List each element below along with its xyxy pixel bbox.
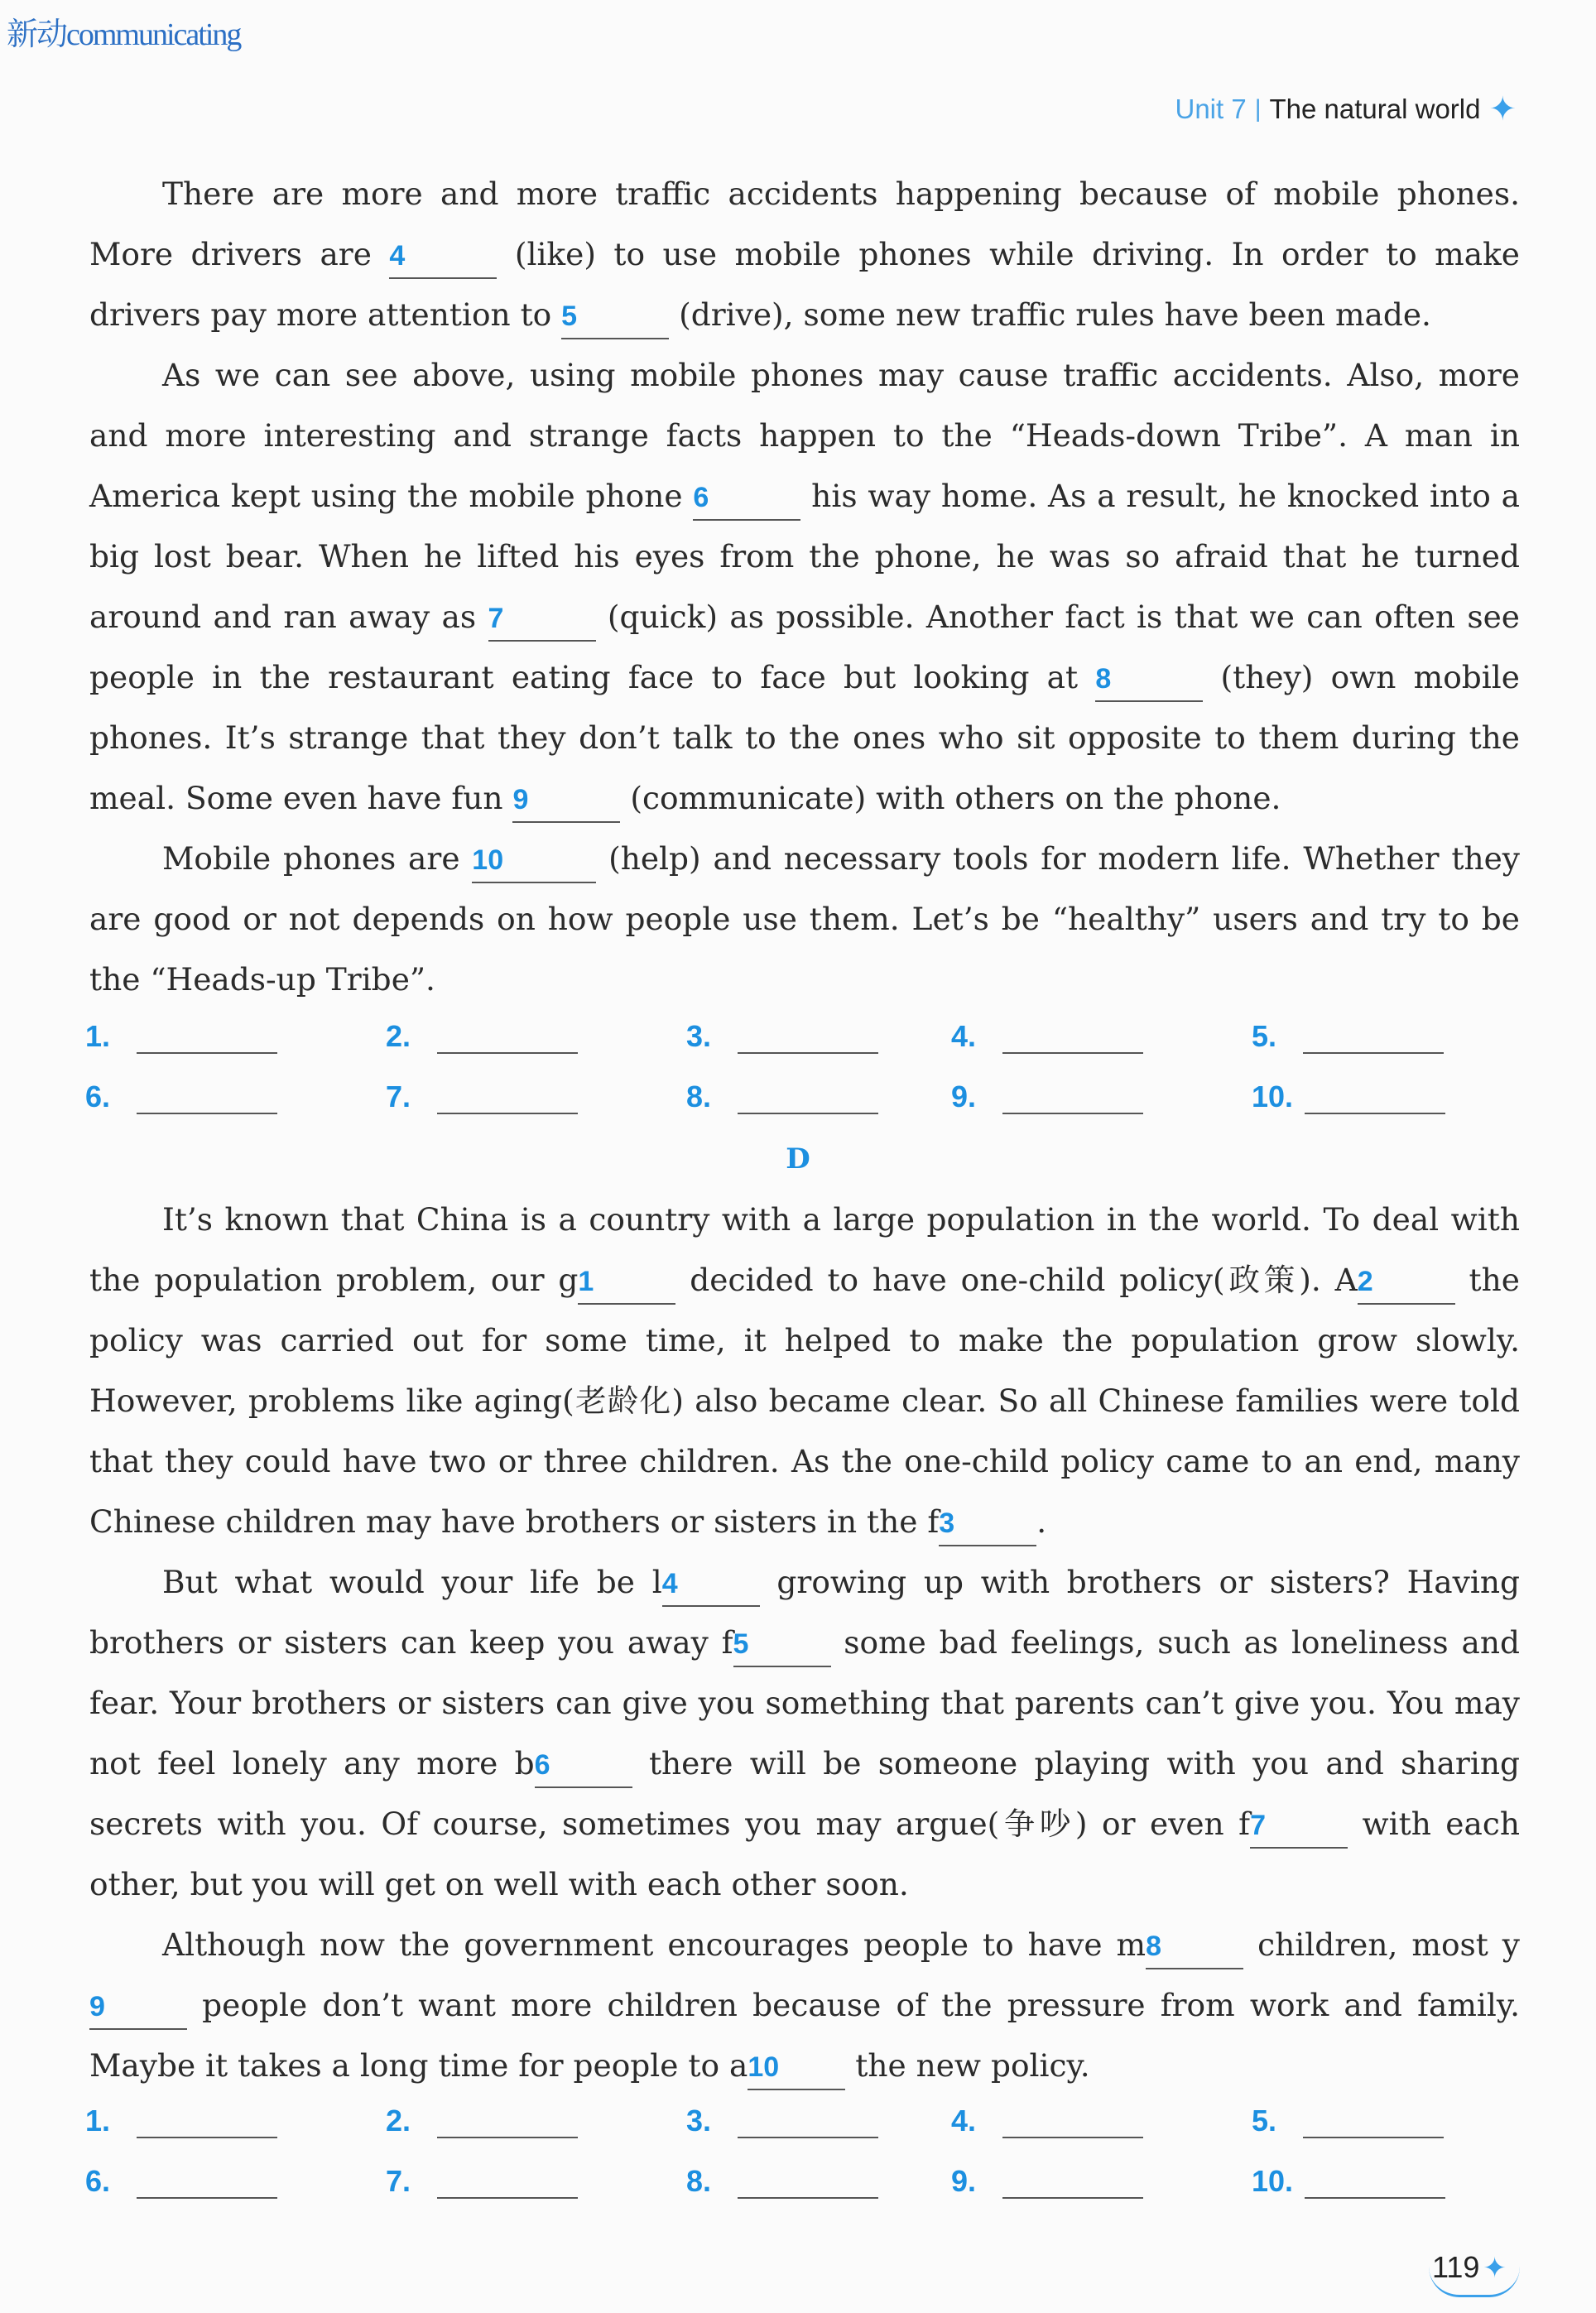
text-run: there will be someone playing with you and sharing secrets with you. Of course, sometimes you may argue(争吵) or even f [89,1745,1520,1842]
text-run: It’s known that China is a country with a large population in the world. To deal with the population problem, our g [89,1201,1520,1298]
answer-number: 7. [386,1080,411,1113]
answer-number: 8. [686,1080,712,1113]
blank-5[interactable]: 5 [733,1626,831,1667]
answer-cell[interactable] [386,2164,686,2199]
answer-number: 9. [951,1080,977,1113]
answer-number: 9. [951,2164,977,2198]
sparkle-icon: ✦ [1488,91,1517,127]
blank-7[interactable]: 7 [488,600,596,642]
blank-2[interactable]: 2 [1358,1263,1455,1305]
text-run: children, most y [1243,1926,1520,1963]
answer-line[interactable] [1002,1027,1143,1054]
answer-line[interactable] [437,1088,578,1114]
text-run: Although now the government encourages people to have m [162,1926,1147,1963]
text-run: decided to have one-child policy(政策). A [675,1262,1358,1298]
blank-6[interactable]: 6 [693,479,800,521]
answer-cell[interactable] [1252,2164,1445,2199]
answer-cell[interactable] [951,1019,1252,1054]
answer-cell[interactable] [686,2164,951,2199]
answer-line[interactable] [437,2172,578,2199]
answer-number: 6. [85,2164,111,2198]
answer-line[interactable] [738,2112,878,2138]
answer-cell[interactable] [1252,1080,1445,1114]
answer-line[interactable] [137,1088,277,1114]
answer-number: 5. [1252,1019,1277,1053]
answer-number: 3. [686,1019,712,1053]
text-run: Mobile phones are [162,840,473,877]
blank-5[interactable]: 5 [561,298,669,339]
answer-row [85,993,1509,1054]
answer-cell[interactable] [85,2164,386,2199]
answer-cell[interactable] [686,2104,951,2138]
running-head [1175,93,1517,126]
text-run: with each other, but you will get on well with each other soon. [89,1806,1521,1902]
answer-cell[interactable] [85,2104,386,2138]
answer-number: 2. [386,2104,411,2137]
answer-number: 4. [951,2104,977,2137]
answer-cell[interactable] [686,1080,951,1114]
blank-6[interactable]: 6 [535,1747,632,1788]
answer-row [85,2078,1509,2138]
blank-10[interactable]: 10 [748,2049,845,2090]
text-run: (help) and necessary tools for modern life. Whether they are good or not depends on how people use them. Let’s be “healthy” users and try to be the “Heads-up Tribe”. [89,840,1520,998]
answer-lines-d [85,2078,1509,2199]
answer-cell[interactable] [951,2164,1252,2199]
text-run: As we can see above, using mobile phones may cause traffic accidents. Also, more and more interesting and strange facts happen to the “Heads-down Tribe”. A man in America kept using the mobile phone [89,357,1520,514]
page-number-arc [1429,2267,1520,2297]
text-run: (they) own mobile phones. It’s strange that they don’t talk to the ones who sit opposite to them during the meal. Some even have fun [89,659,1520,816]
answer-cell[interactable] [386,1080,686,1114]
answer-row [85,1054,1509,1114]
answer-line[interactable] [137,2112,277,2138]
answer-number: 6. [85,1080,111,1113]
blank-9[interactable]: 9 [512,781,620,823]
answer-line[interactable] [1303,2112,1444,2138]
blank-3[interactable]: 3 [939,1505,1036,1546]
text-run: There are more and more traffic accidents happening because of mobile phones. More drivers are [89,176,1520,272]
answer-number: 1. [85,2104,111,2137]
blank-9[interactable]: 9 [89,1988,187,2030]
answer-number: 4. [951,1019,977,1053]
answer-line[interactable] [437,2112,578,2138]
passage-d-paragraph-3 [89,1915,1520,2096]
text-run: people don’t want more children because of the pressure from work and family. Maybe it takes a long time for people to a [89,1987,1520,2084]
answer-cell[interactable] [1252,2104,1444,2138]
answer-number: 10. [1252,2164,1294,2198]
answer-line[interactable] [1305,2172,1445,2199]
answer-line[interactable] [137,2172,277,2199]
text-run: his way home. As a result, he knocked into a big lost bear. When he lifted his eyes from the phone, he was so afraid that he turned around and ran away as [89,478,1520,635]
passage-c [89,164,1520,1010]
text-run: growing up with brothers or sisters? Having brothers or sisters can keep you away f [89,1564,1520,1661]
blank-10[interactable]: 10 [472,842,596,883]
text-run: (communicate) with others on the phone. [620,780,1281,816]
answer-cell[interactable] [85,1080,386,1114]
corner-label: 新动communicating [7,17,241,52]
text-run: some bad feelings, such as loneliness and fear. Your brothers or sisters can give you something that parents can’t give you. You may not feel lonely any more b [89,1624,1520,1782]
page-number-text: 119 [1432,2250,1480,2284]
answer-cell[interactable] [386,2104,686,2138]
blank-4[interactable]: 4 [662,1565,760,1607]
answer-number: 7. [386,2164,411,2198]
unit-separator: | [1254,95,1262,123]
sparkle-icon: ✦ [1483,2253,1507,2284]
text-run: the policy was carried out for some time, it helped to make the population grow slowly. However, problems like aging(老龄化) also became clear. So all Chinese families were told that they could have two or three children. As the one-child policy came to an end, many Chinese children may have brothers or sisters in the f [89,1262,1520,1540]
answer-line[interactable] [738,1027,878,1054]
passage-c-paragraph-3 [89,829,1520,1010]
text-run: (like) to use mobile phones while driving. In order to make drivers pay more attention to [89,236,1520,333]
text-run: (quick) as possible. Another fact is that we can often see people in the restaurant eating face to face but looking at [89,599,1520,695]
blank-8[interactable]: 8 [1095,661,1203,702]
text-run: (drive), some new traffic rules have been made. [669,296,1431,333]
blank-8[interactable]: 8 [1146,1928,1243,1969]
unit-label: Unit 7 [1175,94,1247,124]
blank-1[interactable]: 1 [578,1263,675,1305]
answer-cell[interactable] [85,1019,386,1054]
answer-line[interactable] [1002,2172,1143,2199]
passage-d-paragraph-2 [89,1552,1520,1915]
answer-cell[interactable] [686,1019,951,1054]
blank-4[interactable]: 4 [389,238,497,279]
answer-number: 8. [686,2164,712,2198]
answer-cell[interactable] [951,2104,1252,2138]
text-run: the new policy. [845,2047,1090,2084]
answer-cell[interactable] [1252,1019,1444,1054]
text-run: But what would your life be l [162,1564,662,1600]
answer-number: 2. [386,1019,411,1053]
answer-number: 5. [1252,2104,1277,2137]
answer-line[interactable] [137,1027,277,1054]
answer-number: 10. [1252,1080,1294,1113]
answer-number: 3. [686,2104,712,2137]
answer-line[interactable] [1002,1088,1143,1114]
answer-line[interactable] [738,1088,878,1114]
answer-line[interactable] [738,2172,878,2199]
passage-c-paragraph-2 [89,345,1520,829]
text-run: . [1036,1503,1047,1540]
answer-lines-c [85,993,1509,1114]
passage-d [89,1190,1520,2096]
unit-title: The natural world [1269,94,1481,124]
answer-number: 1. [85,1019,111,1053]
answer-line[interactable] [1305,1088,1445,1114]
answer-cell[interactable] [386,1019,686,1054]
page-number [1432,2250,1507,2285]
blank-7[interactable]: 7 [1250,1807,1348,1849]
passage-c-paragraph-1 [89,164,1520,345]
answer-line[interactable] [1303,1027,1444,1054]
answer-line[interactable] [437,1027,578,1054]
answer-row [85,2138,1509,2199]
answer-line[interactable] [1002,2112,1143,2138]
answer-cell[interactable] [951,1080,1252,1114]
section-title-d: D [786,1142,810,1176]
passage-d-paragraph-1 [89,1190,1520,1552]
